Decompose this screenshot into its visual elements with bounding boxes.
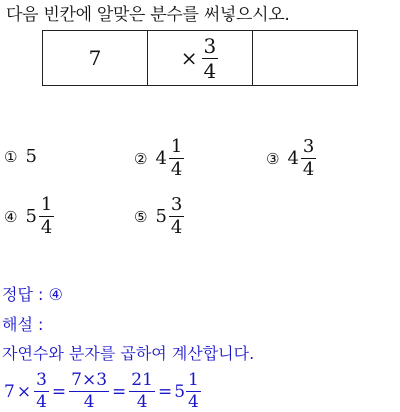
choice-marker: ②	[134, 149, 148, 168]
equals-sign: =	[51, 381, 67, 402]
equation-whole-number: 7	[4, 381, 15, 402]
equals-sign: =	[112, 381, 127, 402]
explanation-label: 해설 :	[2, 315, 44, 334]
choice-marker: ④	[4, 207, 18, 226]
choice-5[interactable]	[134, 196, 185, 237]
fraction-denominator: 4	[83, 392, 95, 412]
fraction-denominator: 4	[136, 392, 148, 412]
fraction-denominator: 4	[36, 392, 47, 412]
answer-label: 정답 : ④	[2, 285, 63, 304]
choice-whole: 5	[25, 206, 37, 227]
fraction-denominator: 4	[170, 217, 183, 238]
fraction-numerator: 1	[40, 194, 53, 215]
fraction-numerator: 1	[188, 370, 199, 390]
multiply-sign: ×	[16, 381, 32, 402]
question-text: 다음 빈칸에 알맞은 분수를 써넣으시오.	[6, 5, 290, 25]
table-cell-answer-blank[interactable]	[252, 31, 357, 85]
fraction-numerator: 3	[203, 33, 217, 58]
fraction-numerator: 1	[170, 136, 183, 157]
choice-whole: 4	[155, 148, 167, 169]
equation-result-whole: 5	[174, 381, 186, 402]
equals-sign: =	[157, 381, 173, 402]
equation-fraction-2	[69, 372, 109, 411]
choice-1[interactable]	[4, 146, 38, 167]
equation-fraction-3	[129, 372, 155, 411]
choice-fraction	[169, 138, 184, 179]
equation-result-fraction	[186, 372, 201, 411]
fraction-denominator: 4	[40, 217, 53, 238]
multiply-sign: ×	[180, 46, 198, 70]
choice-fraction	[301, 138, 316, 179]
choice-marker: ③	[266, 149, 280, 168]
fraction-denominator: 4	[188, 392, 199, 412]
choice-3[interactable]	[266, 138, 317, 179]
fraction-numerator: 21	[131, 370, 153, 390]
choice-whole: 4	[287, 148, 299, 169]
equation-fraction-1	[34, 372, 49, 411]
multiplier-fraction	[202, 33, 219, 83]
fraction-denominator: 4	[203, 58, 217, 83]
fraction-numerator: 7×3	[71, 370, 108, 390]
choice-marker: ①	[4, 147, 18, 166]
choice-2[interactable]	[134, 138, 185, 179]
fraction-denominator: 4	[302, 159, 315, 180]
choice-fraction	[39, 196, 54, 237]
choice-whole: 5	[25, 146, 37, 167]
solution-equation	[4, 372, 202, 411]
table-cell-multiplier	[147, 31, 252, 85]
choice-whole: 5	[155, 206, 167, 227]
table-cell-number	[43, 31, 147, 85]
explanation-text: 자연수와 분자를 곱하여 계산합니다.	[2, 344, 255, 363]
fraction-numerator: 3	[36, 370, 47, 390]
fraction-numerator: 3	[170, 194, 183, 215]
choice-fraction	[169, 196, 184, 237]
fraction-numerator: 3	[302, 136, 315, 157]
problem-table	[42, 30, 358, 86]
table-cell-number-value: 7	[88, 46, 102, 70]
choice-marker: ⑤	[134, 207, 148, 226]
fraction-denominator: 4	[170, 159, 183, 180]
choice-4[interactable]	[4, 196, 55, 237]
